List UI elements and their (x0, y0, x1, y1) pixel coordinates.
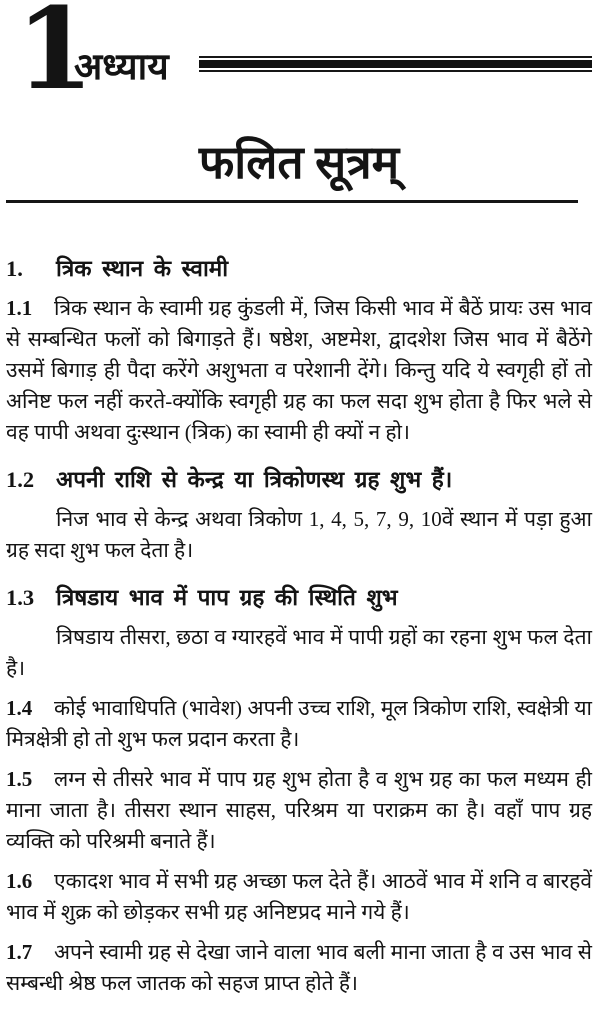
body-text (6, 253, 592, 999)
section-heading: 1.2 अपनी राशि से केन्द्र या त्रिकोणस्थ ग्रह शुभ हैं। (6, 464, 592, 495)
paragraph: 1.6 एकादश भाव में सभी ग्रह अच्छा फल देते हैं। आठवें भाव में शनि व बारहवें भाव में शुक्र को छोड़कर सभी ग्रह अनिष्टप्रद माने गये हैं। (6, 866, 592, 928)
section-heading: 1.3 त्रिषडाय भाव में पाप ग्रह की स्थिति शुभ (6, 582, 592, 613)
paragraph: 1.7 अपने स्वामी ग्रह से देखा जाने वाला भाव बली माना जाता है व उस भाव से सम्बन्धी श्रेष्ठ फल जातक को सहज प्राप्त होते हैं। (6, 937, 592, 999)
chapter-number: 1 (16, 0, 92, 115)
section-number: 1.6 (6, 868, 33, 893)
paragraph: 1.1 त्रिक स्थान के स्वामी ग्रह कुंडली में, जिस किसी भाव में बैठें प्रायः उस भाव से सम्बन्धित फलों को बिगाड़ते हैं। षष्ठेश, अष्टमेश, द्वादशेश जिस भाव में बैठेंगे उसमें बिगाड़ ही पैदा करेंगे अशुभता व परेशानी देंगे। किन्तु यदि ये स्वगृही हों तो अनिष्ट फल नहीं करते-क्योंकि स्वगृही ग्रह का फल सदा शुभ होता है फिर भले से वह पापी अथवा दुःस्थान (त्रिक) का स्वामी ही क्यों न हो। (6, 293, 592, 448)
chapter-rule (199, 56, 592, 72)
section-number: 1.7 (6, 939, 33, 964)
section-number: 1.2 (6, 466, 35, 492)
chapter-rule-thin-bottom (199, 70, 592, 72)
page-title: फलित सूत्रम् (198, 137, 400, 188)
paragraph: निज भाव से केन्द्र अथवा त्रिकोण 1, 4, 5, 7, 9, 10वें स्थान में पड़ा हुआ ग्रह सदा शुभ फल देता है। (6, 506, 592, 562)
chapter-header (6, 0, 592, 118)
section-number: 1.4 (6, 695, 33, 720)
section-heading: 1. त्रिक स्थान के स्वामी (6, 253, 592, 284)
paragraph: त्रिषडाय तीसरा, छठा व ग्यारहवें भाव में पापी ग्रहों का रहना शुभ फल देता है। (6, 624, 592, 680)
title-rule (6, 200, 578, 203)
section-number: 1.1 (6, 295, 33, 320)
chapter-label: अध्याय (74, 47, 169, 88)
section-number: 1. (6, 255, 23, 281)
section-number: 1.5 (6, 766, 33, 791)
section-number: 1.3 (6, 584, 35, 610)
chapter-rule-thick (199, 60, 592, 68)
chapter-rule-thin-top (199, 56, 592, 58)
paragraph: 1.4 कोई भावाधिपति (भावेश) अपनी उच्च राशि, मूल त्रिकोण राशि, स्वक्षेत्री या मित्रक्षेत्री हो तो शुभ फल प्रदान करता है। (6, 693, 592, 755)
paragraph: 1.5 लग्न से तीसरे भाव में पाप ग्रह शुभ होता है व शुभ ग्रह का फल मध्यम ही माना जाता है। तीसरा स्थान साहस, परिश्रम या पराक्रम का है। वहाँ पाप ग्रह व्यक्ति को परिश्रमी बनाते हैं। (6, 764, 592, 857)
